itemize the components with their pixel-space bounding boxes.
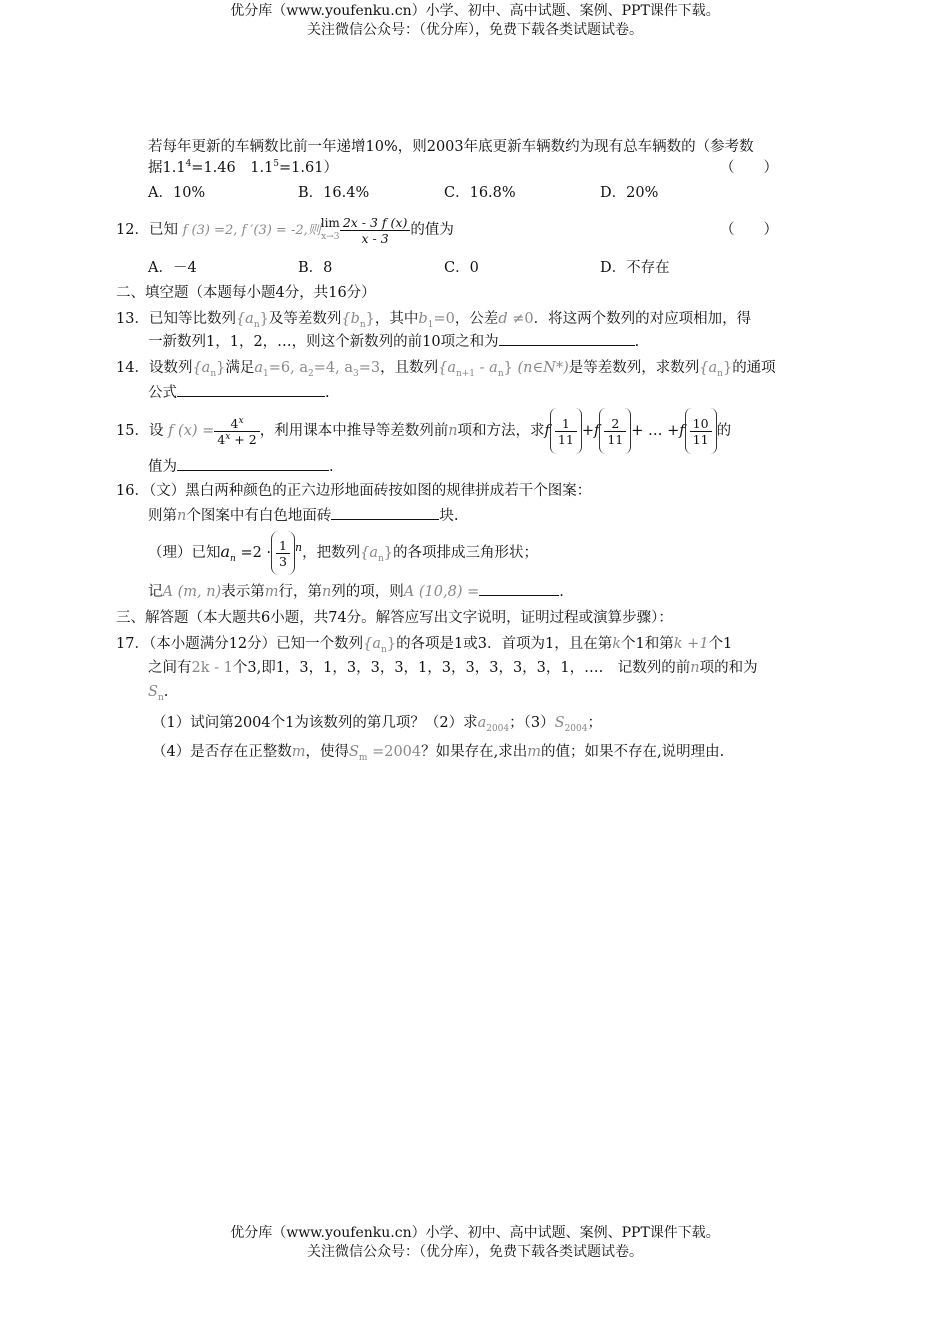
q16-record-line: 记A (m, n)表示第m行，第n列的项，则A (10,8) = . xyxy=(148,581,564,602)
q11-options xyxy=(148,183,848,203)
q13-answer-blank[interactable] xyxy=(499,331,635,346)
footer-line-2: 关注微信公众号：（优分库），免费下载各类试题试卷。 xyxy=(307,1244,643,1260)
q15-answer-blank[interactable] xyxy=(177,456,329,471)
q14-answer-blank[interactable] xyxy=(177,382,325,397)
q15-term-2: $\frac{2}{11}$ xyxy=(599,408,631,454)
q11-option-b: B．16.4% xyxy=(298,185,370,201)
q11-option-a: A．10% xyxy=(148,185,206,201)
q16-li-answer-blank[interactable] xyxy=(479,581,559,596)
q15-term-1: $\frac{1}{11}$ xyxy=(550,408,582,454)
section-3-heading: 三、解答题（本大题共6小题，共74分。解答应写出文字说明，证明过程或演算步骤）： xyxy=(116,610,673,626)
header-line-2: 关注微信公众号：（优分库），免费下载各类试题试卷。 xyxy=(307,22,643,38)
q17-line-1: 17．（本小题满分12分）已知一个数列$\{a_n\}$的各项是1或3．首项为1，且在第k个1和第k +1个1 xyxy=(116,636,733,655)
q16-line-1: 16．（文）黑白两种颜色的正六边形地面砖按如图的规律拼成若干个图案： xyxy=(116,483,592,499)
q12-option-c: C．0 xyxy=(444,260,479,276)
q12-condition: f (3) =2, f ′(3) = -2,则 xyxy=(182,223,321,238)
q12-options xyxy=(148,258,848,278)
q16-base-fraction: $\frac{1}{3}$ xyxy=(271,531,295,575)
q15-line-2: 值为 . xyxy=(148,456,334,477)
q17-part-4: （4）是否存在正整数m，使得$S_m =2004$？如果存在,求出m的值；如果不存在,说明理由. xyxy=(152,744,725,763)
page-footer xyxy=(0,1224,950,1262)
header-line-1: 优分库（www.youfenku.cn）小学、初中、高中试题、案例、PPT课件下载。 xyxy=(230,3,720,19)
q12-question: 12．已知 f (3) =2, f ′(3) = -2,则 lim x→3 $\frac{2x - 3 f (x)}{x - 3}$ 的值为 xyxy=(116,214,454,246)
q11-line-2: 据$1.1^4=1.46$ $1.1^5=1.61$） xyxy=(148,159,338,176)
q13-line-1: 13．已知等比数列$\{a_n\}$及等差数列$\{b_n\}$，其中$b_1=0$，公差d ≠0．将这两个数列的对应项相加，得 xyxy=(116,311,752,330)
q17-line-2: 之间有2k - 1个3,即1，3，1，3，3，3，1，3，3，3，3，3，1，…. 记数列的前n项的和为 xyxy=(148,660,758,676)
q11-answer-bracket: （ ） xyxy=(720,160,778,176)
page-header xyxy=(0,2,950,40)
q12-option-d: D．不存在 xyxy=(600,260,670,276)
q16-li-line: （理）已知$a_n =2$ · $\frac{1}{3}$ $^n$，把数列$\{a_n\}$的各项排成三角形状； xyxy=(148,530,538,574)
section-2-heading: 二、填空题（本题每小题4分，共16分） xyxy=(116,285,376,301)
q15-term-10: $\frac{10}{11}$ xyxy=(685,408,717,454)
q12-answer-bracket: （ ） xyxy=(720,222,778,238)
q12-fraction: $\frac{2x - 3 f (x)}{x - 3}$ xyxy=(340,215,411,246)
q12-option-a: A．－4 xyxy=(148,260,197,276)
q17-line-3: $S_n$. xyxy=(148,684,169,703)
q12-option-b: B．8 xyxy=(298,260,333,276)
q11-line-1: 若每年更新的车辆数比前一年递增10%，则2003年底更新车辆数约为现有总车辆数的（参考数 xyxy=(148,139,754,155)
q15-line-1: 15．设 f (x) = $\frac{4^x}{4^x + 2}$ ，利用课本中推导等差数列前n项和方法，求f $\frac{1}{11}$ +f $\frac{2}{11}$ + … +f $\frac{10}{11}$ 的 xyxy=(116,408,731,454)
q14-line-2: 公式 . xyxy=(148,382,330,403)
q16-wen-answer-blank[interactable] xyxy=(331,505,439,520)
footer-line-1: 优分库（www.youfenku.cn）小学、初中、高中试题、案例、PPT课件下载。 xyxy=(230,1225,720,1241)
q14-line-1: 14．设数列$\{a_n\}$满足$a_1=6$, $a_2=4$, $a_3=3$，且数列$\{a_{n+1} - a_n\}$ (n∈N*)是等差数列，求数列$\{a_n\}$的通项 xyxy=(116,360,776,379)
q11-option-c: C．16.8% xyxy=(444,185,516,201)
q12-limit: lim x→3 xyxy=(320,216,340,242)
q13-line-2: 一新数列1，1，2，…，则这个新数列的前10项之和为 . xyxy=(148,331,639,352)
q17-part-1-3: （1）试问第2004个1为该数列的第几项？（2）求$a_{2004}$；$(3)S_{2004}$； xyxy=(152,715,602,734)
q11-option-d: D．20% xyxy=(600,185,659,201)
q16-line-2: 则第n个图案中有白色地面砖 块. xyxy=(148,505,458,526)
q15-function-fraction: $\frac{4^x}{4^x + 2}$ xyxy=(214,416,259,447)
